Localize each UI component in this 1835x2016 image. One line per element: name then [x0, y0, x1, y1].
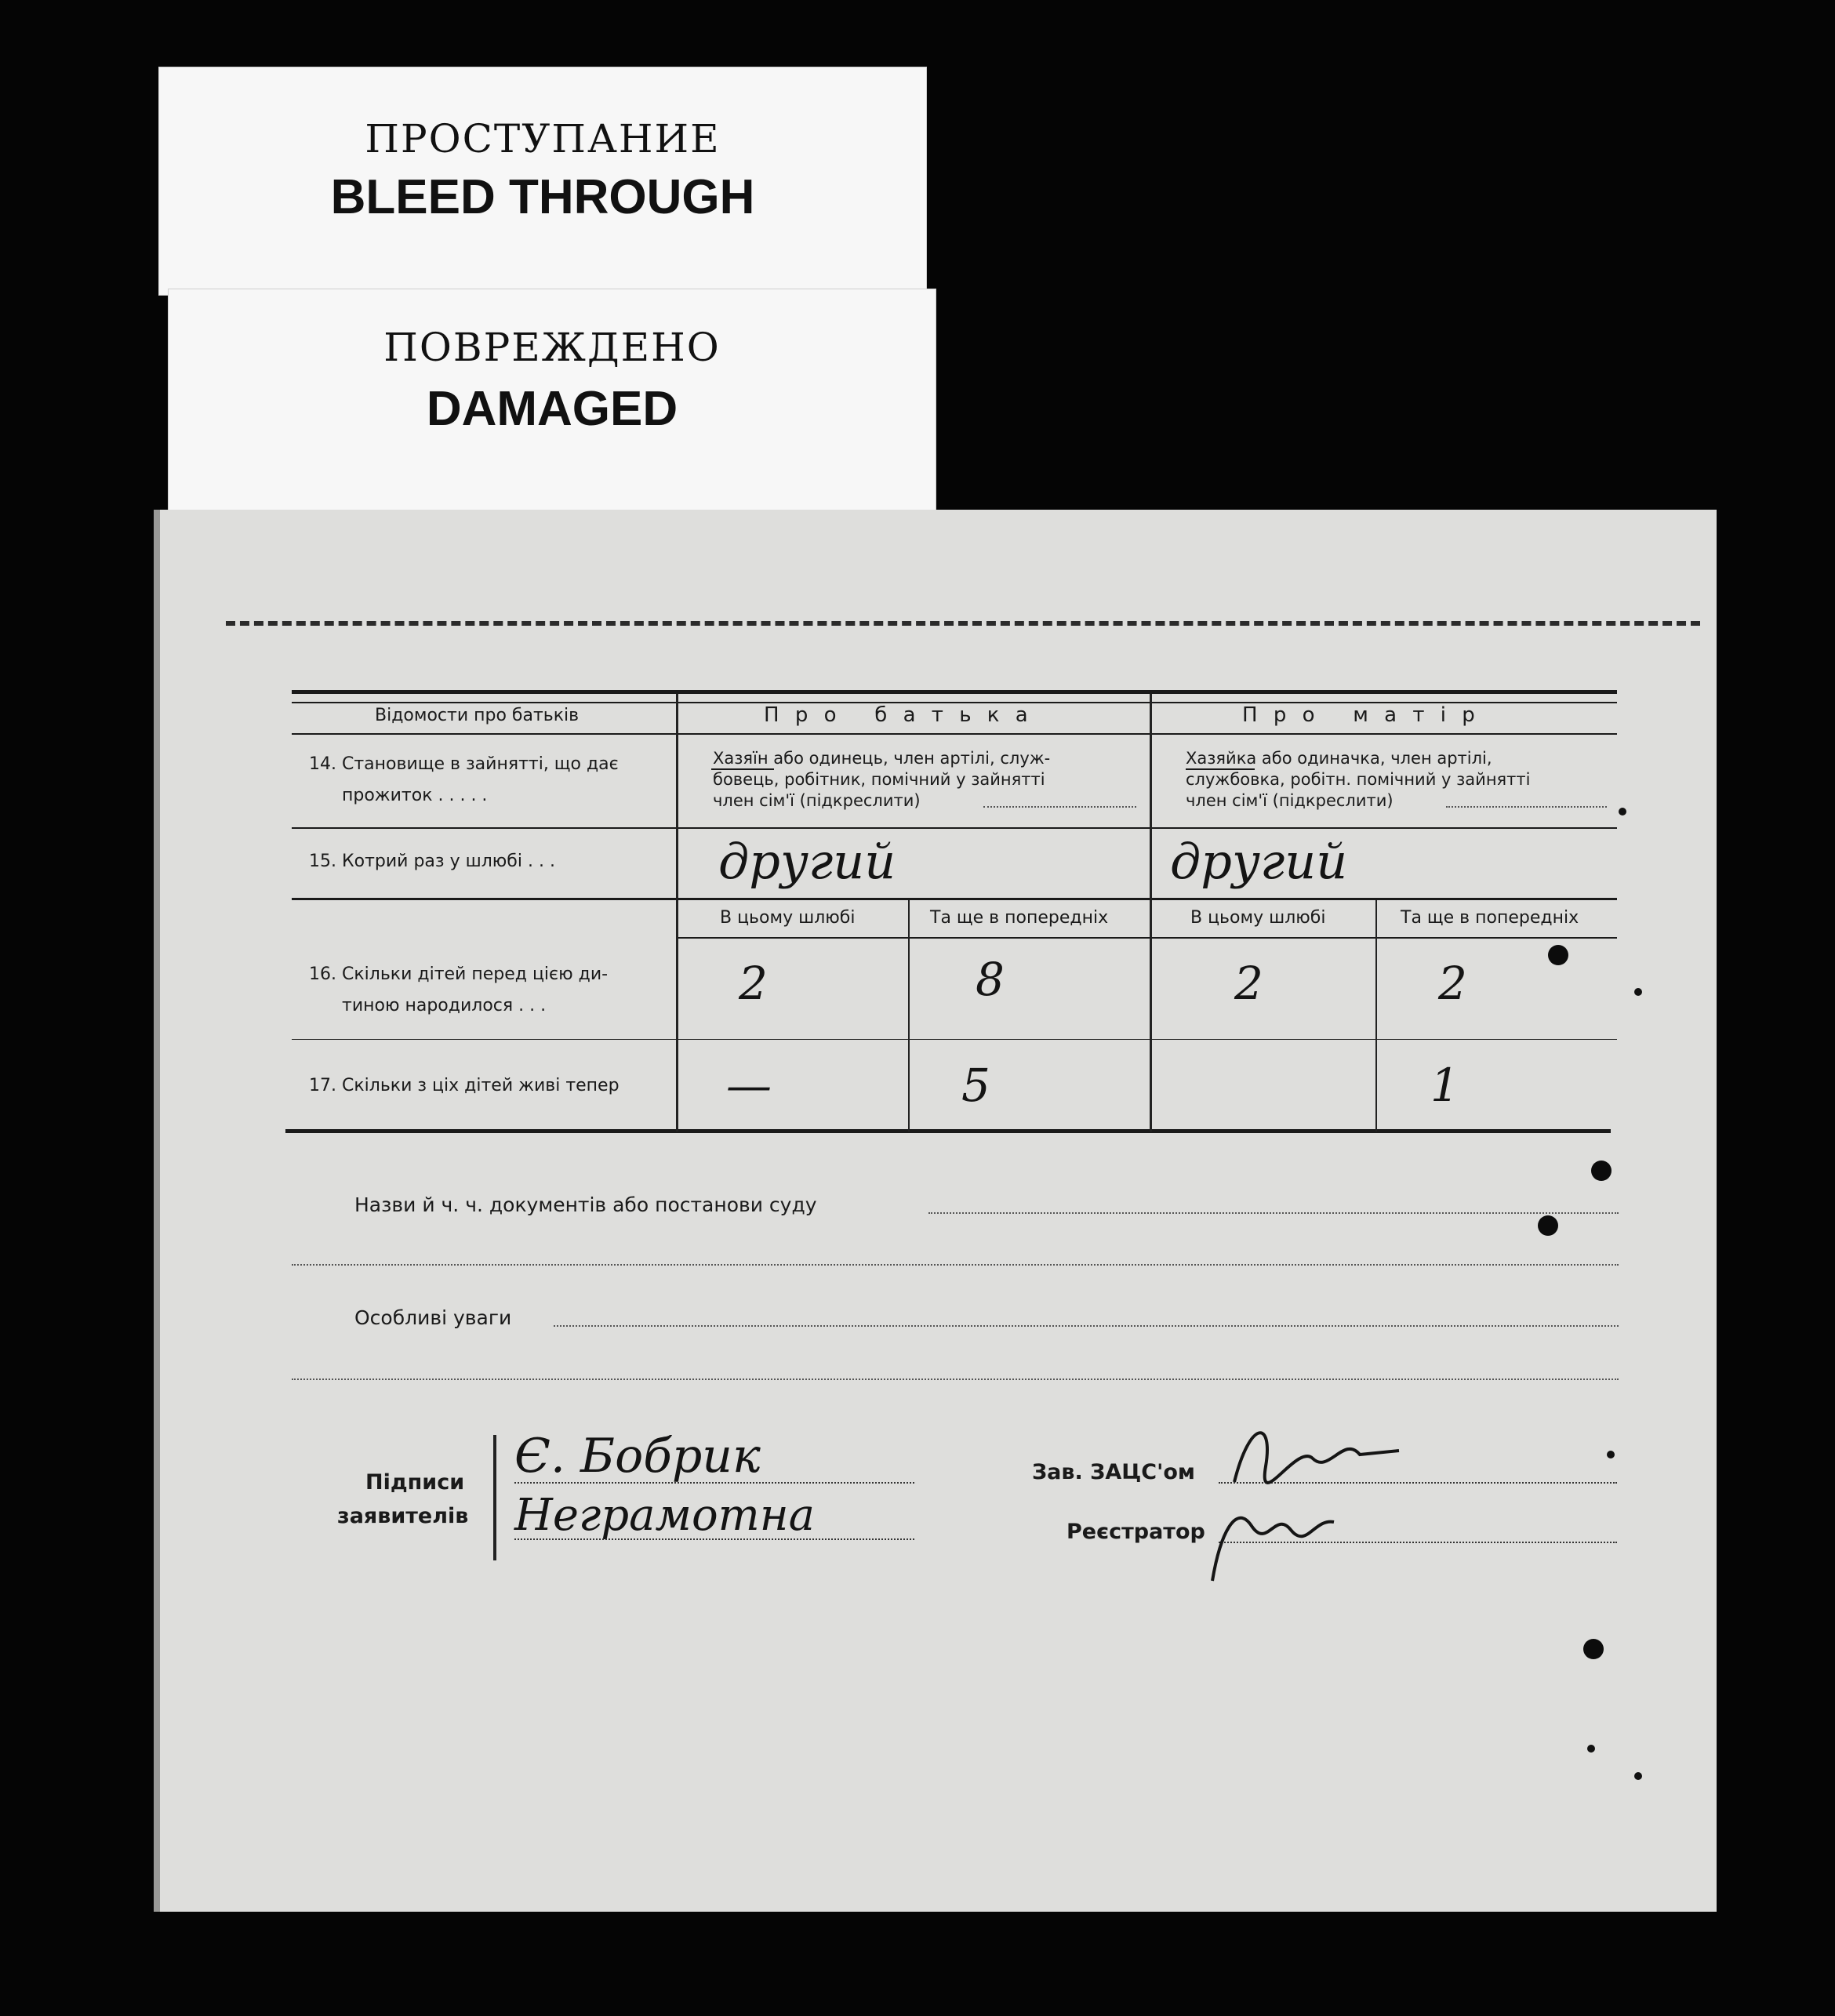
- row14-father-options: Хазяїн або одинець, член артілі, служ-: [713, 749, 1051, 768]
- subheader-father-this: В цьому шлюбі: [720, 908, 856, 928]
- registrar-signature-scribble: [1189, 1487, 1346, 1589]
- bleed-through-tag: [158, 67, 927, 296]
- row16-label: Скільки дітей перед цією ди-: [342, 964, 609, 984]
- row17-label: Скільки з ціх дітей живі тепер: [342, 1076, 620, 1095]
- bleed-through-label-en: BLEED THROUGH: [330, 170, 755, 224]
- row14-father-options-2: бовець, робітник, помічний у зайнятті: [713, 770, 1045, 789]
- record-sheet: [154, 510, 1717, 1912]
- row16-bottom-rule: [292, 1039, 1617, 1040]
- table-top-rule: [292, 690, 1617, 694]
- row14-mother-underline: [1186, 768, 1255, 770]
- applicant-signature-2: Неграмотна: [514, 1490, 816, 1541]
- col-divider-1: [676, 694, 678, 1132]
- row14-mother-options: Хазяйка або одиначка, член артілі,: [1186, 749, 1492, 768]
- signature-brace: [493, 1435, 507, 1560]
- row14-mother-options-2: службовка, робітн. помічний у зайнятті: [1186, 770, 1531, 789]
- signatures-label: Підписи: [365, 1470, 465, 1495]
- row17-value-father-this: —: [726, 1059, 772, 1112]
- damage-mark: [1619, 808, 1626, 815]
- row15-father-value: другий: [718, 833, 896, 890]
- damaged-label-en: DAMAGED: [426, 382, 678, 436]
- row16-value-father-this: 2: [739, 957, 768, 1010]
- row15-label: Котрий раз у шлюбі . . .: [342, 852, 555, 871]
- remarks-line-2: [292, 1379, 1619, 1380]
- row14-bottom-rule: [292, 827, 1617, 829]
- documents-line-2: [292, 1264, 1619, 1266]
- header-parents-info: Відомости про батьків: [375, 706, 580, 725]
- row14-label: Становище в зайнятті, що дає: [342, 754, 619, 774]
- damage-mark: [1634, 988, 1642, 996]
- punch-hole: [1591, 1161, 1612, 1181]
- row15-bottom-rule: [292, 898, 1617, 900]
- row14-father-underline: [711, 768, 774, 770]
- documents-label: Назви й ч. ч. документів або постанови суду: [354, 1193, 817, 1216]
- subheader-father-previous: Та ще в попередніх: [930, 908, 1109, 928]
- header-bottom-rule: [292, 733, 1617, 735]
- row16-value-father-previous: 8: [976, 953, 1005, 1006]
- damage-mark: [1634, 1772, 1642, 1780]
- signature-line-1: [514, 1482, 914, 1484]
- row14-mother-options-3: член сім'ї (підкреслити): [1186, 791, 1394, 810]
- row14-father-dotline: [983, 806, 1136, 808]
- remarks-label: Особливі уваги: [354, 1306, 512, 1329]
- subheader-mother-previous: Та ще в попередніх: [1401, 908, 1579, 928]
- row15-number: 15.: [309, 852, 336, 871]
- punch-hole: [1538, 1215, 1558, 1236]
- registrar-label: Реєстратор: [1066, 1520, 1205, 1544]
- damaged-label-ru: ПОВРЕЖДЕНО: [383, 325, 721, 370]
- row14-label-2: прожиток . . . . .: [342, 786, 488, 805]
- applicant-signature-1: Є. Бобрик: [514, 1429, 761, 1484]
- row14-mother-dotline: [1446, 806, 1607, 808]
- row16-value-mother-previous: 2: [1438, 957, 1467, 1010]
- punch-hole: [1548, 945, 1568, 965]
- row16-label-2: тиною народилося . . .: [342, 996, 547, 1015]
- damage-mark: [1607, 1451, 1615, 1458]
- table-bottom-rule: [285, 1129, 1611, 1133]
- subheader-rule: [678, 937, 1617, 939]
- col-divider-2: [1150, 694, 1152, 1132]
- row16-number: 16.: [309, 964, 336, 984]
- damaged-tag: [168, 289, 936, 525]
- row15-mother-value: другий: [1170, 833, 1348, 890]
- row17-value-mother-previous: 1: [1430, 1059, 1459, 1112]
- row14-father-options-3: член сім'ї (підкреслити): [713, 791, 921, 810]
- header-father: П р о б а т ь к а: [764, 703, 1033, 727]
- row17-value-father-previous: 5: [961, 1059, 990, 1112]
- punch-hole: [1583, 1639, 1604, 1659]
- bleed-through-label-ru: ПРОСТУПАНИЕ: [365, 116, 721, 162]
- remarks-line: [554, 1325, 1619, 1327]
- header-mother: П р о м а т і р: [1242, 703, 1480, 727]
- row14-number: 14.: [309, 754, 336, 774]
- documents-line: [928, 1212, 1619, 1214]
- row17-number: 17.: [309, 1076, 336, 1095]
- head-label: Зав. ЗАЦС'ом: [1032, 1460, 1195, 1484]
- signatures-label-2: заявителів: [337, 1504, 469, 1528]
- signature-line-2: [514, 1538, 914, 1540]
- top-perforation: [226, 621, 1700, 626]
- subheader-mother-this: В цьому шлюбі: [1190, 908, 1326, 928]
- row16-value-mother-this: 2: [1234, 957, 1263, 1010]
- damage-mark: [1587, 1745, 1595, 1753]
- col-divider-4: [1375, 900, 1377, 1132]
- col-divider-3: [908, 900, 910, 1132]
